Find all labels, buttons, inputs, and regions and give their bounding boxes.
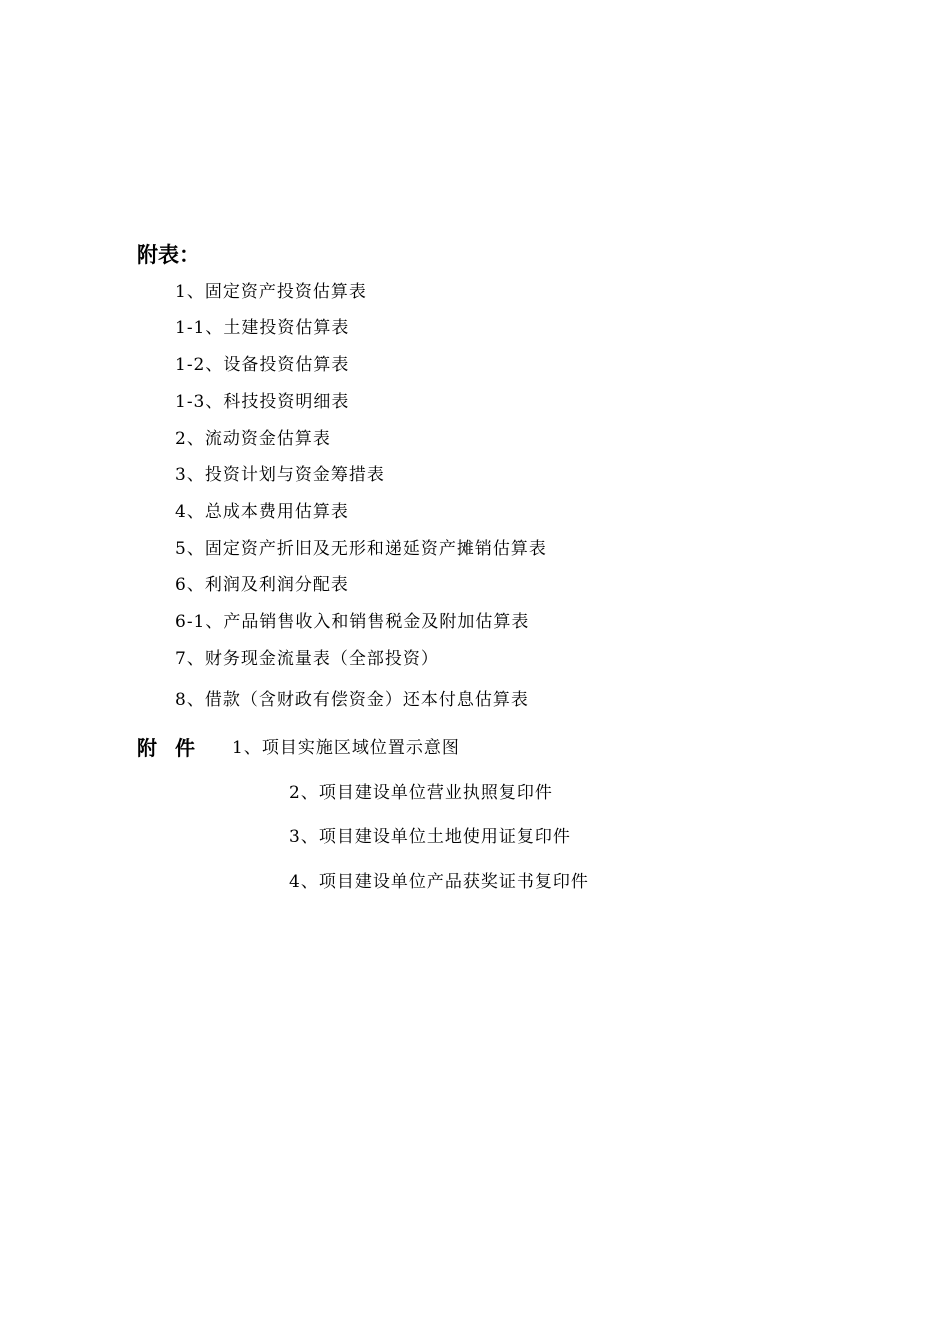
appendix-table-item: 1、固定资产投资估算表 xyxy=(175,282,367,302)
appendix-table-item: 8、借款（含财政有偿资金）还本付息估算表 xyxy=(175,690,529,710)
appendix-table-item: 4、总成本费用估算表 xyxy=(175,502,349,522)
attachment-item: 4、项目建设单位产品获奖证书复印件 xyxy=(289,872,589,892)
appendix-tables-heading: 附表： xyxy=(137,243,200,267)
appendix-table-item: 1-1、土建投资估算表 xyxy=(175,318,350,338)
appendix-table-item: 3、投资计划与资金筹措表 xyxy=(175,465,385,485)
appendix-table-item: 5、固定资产折旧及无形和递延资产摊销估算表 xyxy=(175,539,547,559)
appendix-table-item: 6、利润及利润分配表 xyxy=(175,575,349,595)
appendix-table-item: 2、流动资金估算表 xyxy=(175,429,331,449)
attachment-item: 3、项目建设单位土地使用证复印件 xyxy=(289,827,571,847)
attachments-heading: 附件 xyxy=(137,736,213,760)
appendix-table-item: 1-3、科技投资明细表 xyxy=(175,392,350,412)
attachment-item: 1、项目实施区域位置示意图 xyxy=(232,738,460,758)
attachment-item: 2、项目建设单位营业执照复印件 xyxy=(289,783,553,803)
appendix-table-item: 6-1、产品销售收入和销售税金及附加估算表 xyxy=(175,612,530,632)
appendix-table-item: 7、财务现金流量表（全部投资） xyxy=(175,649,439,669)
appendix-table-item: 1-2、设备投资估算表 xyxy=(175,355,350,375)
